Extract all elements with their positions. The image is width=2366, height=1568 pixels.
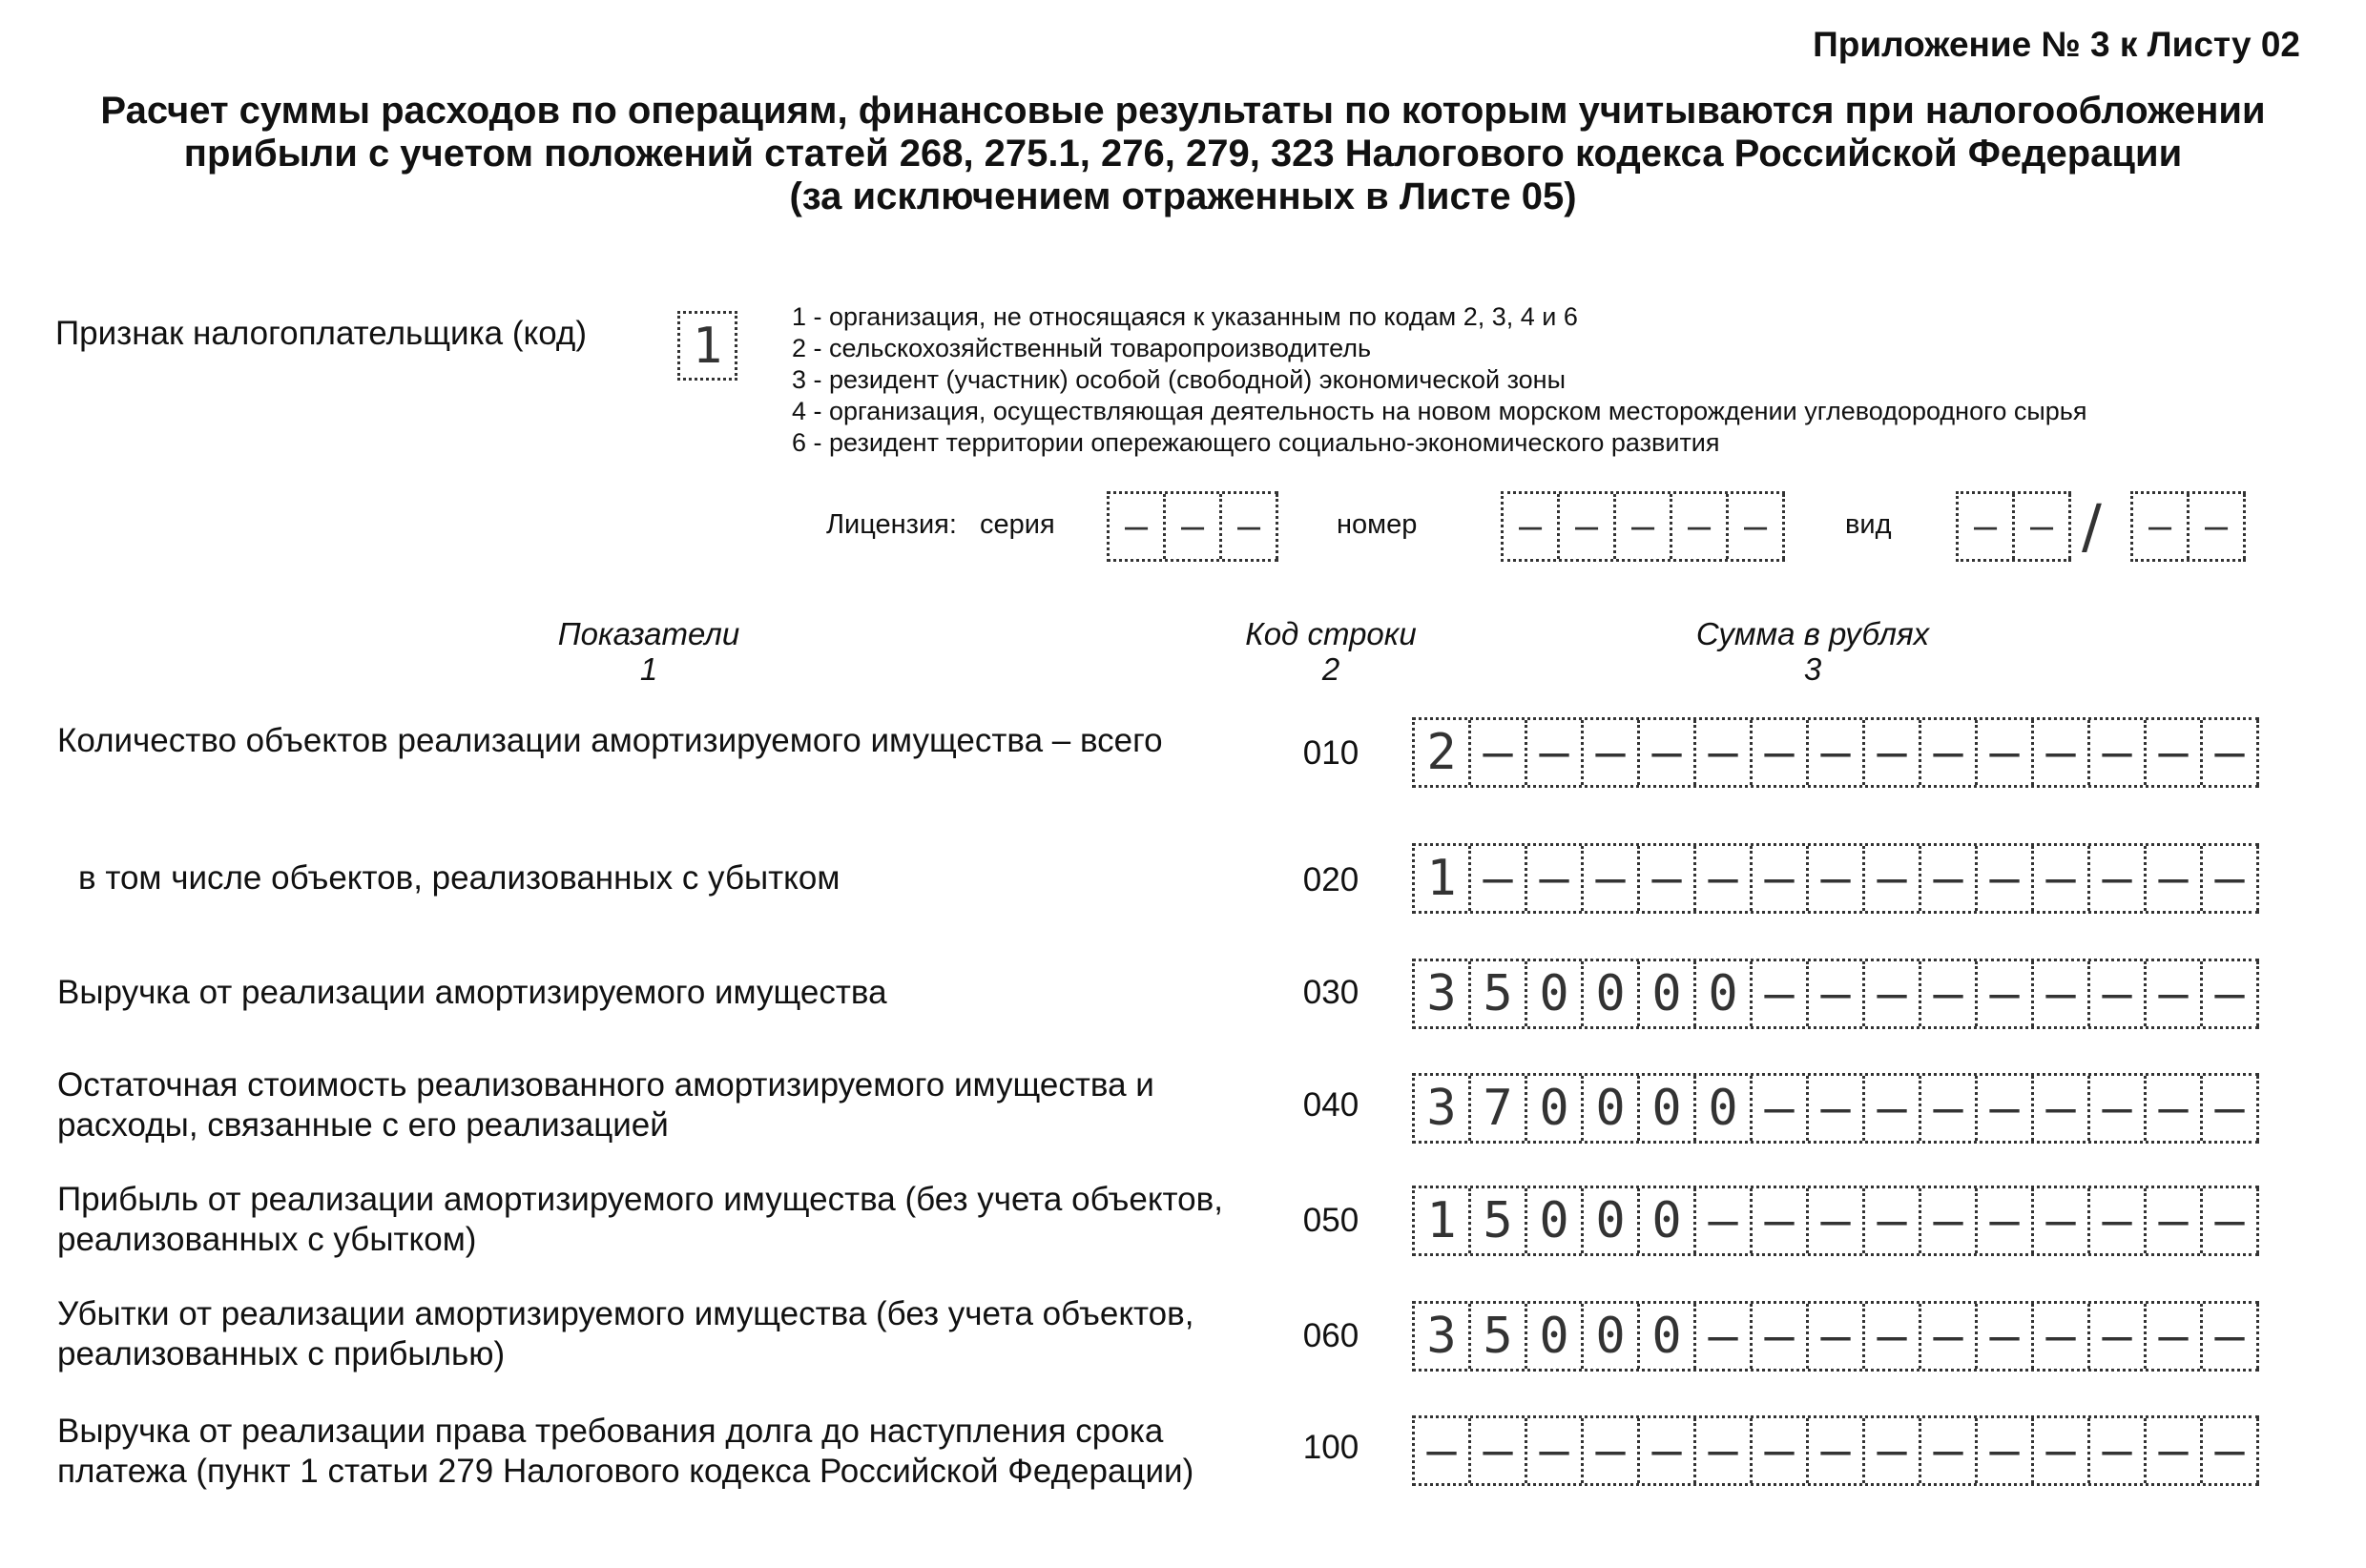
digit-cell: – [1696, 1188, 1753, 1253]
digit-cell: – [2090, 1076, 2147, 1141]
digit-cell: – [2034, 1304, 2090, 1369]
row-code: 100 [1302, 1429, 1359, 1466]
digit-cell: 1 [1415, 1188, 1471, 1253]
digit-cell: 3 [1415, 1304, 1471, 1369]
column-number: 1 [639, 651, 658, 687]
row-code: 030 [1302, 974, 1359, 1011]
row-sum-field-100[interactable] [1412, 1415, 2259, 1486]
digit-cell: – [1921, 961, 1978, 1026]
digit-cell: 0 [1527, 1304, 1584, 1369]
digit-cell: – [1978, 1076, 2034, 1141]
digit-cell: – [2203, 1076, 2259, 1141]
digit-cell: – [2034, 1418, 2090, 1483]
digit-cell: – [2090, 1304, 2147, 1369]
code-option: 4 - организация, осуществляющая деятельность на новом морском месторождении углеводородного сырья [792, 397, 2087, 425]
digit-cell: – [1921, 846, 1978, 911]
digit-cell: – [2090, 846, 2147, 911]
row-code: 020 [1302, 861, 1359, 898]
digit-cell: 0 [1640, 1188, 1696, 1253]
row-sum-field-050[interactable] [1412, 1186, 2259, 1256]
digit-cell: – [2203, 846, 2259, 911]
row-label: Выручка от реализации амортизируемого имущества [57, 974, 887, 1011]
digit-cell: – [2090, 1188, 2147, 1253]
digit-cell: – [1921, 720, 1978, 785]
taxpayer-code-field[interactable]: 1 [677, 311, 737, 381]
digit-cell: – [1640, 720, 1696, 785]
digit-cell: – [2034, 846, 2090, 911]
taxpayer-code-legend [792, 301, 2086, 459]
digit-cell: 0 [1696, 961, 1753, 1026]
title-line: (за исключением отраженных в Листе 05) [789, 175, 1577, 217]
digit-cell: – [2203, 961, 2259, 1026]
digit-cell: – [1865, 1304, 1921, 1369]
digit-cell: – [1753, 1418, 1809, 1483]
digit-cell: – [1921, 1304, 1978, 1369]
cell: – [1959, 494, 2015, 559]
digit-cell: 3 [1415, 961, 1471, 1026]
digit-cell: – [1809, 1188, 1865, 1253]
license-type-field-right[interactable] [2130, 491, 2246, 562]
license-label: Лицензия: [826, 509, 957, 540]
license-series-field[interactable] [1107, 491, 1278, 562]
digit-cell: 0 [1640, 1076, 1696, 1141]
code-option: 3 - резидент (участник) особой (свободной) экономической зоны [792, 365, 1566, 394]
cell: – [2015, 494, 2071, 559]
digit-cell: 0 [1696, 1076, 1753, 1141]
digit-cell: – [2147, 846, 2203, 911]
digit-cell: – [1696, 1304, 1753, 1369]
digit-cell: – [1527, 1418, 1584, 1483]
digit-cell: 7 [1471, 1076, 1527, 1141]
digit-cell: 5 [1471, 961, 1527, 1026]
cell: – [1616, 494, 1672, 559]
code-option: 1 - организация, не относящаяся к указанным по кодам 2, 3, 4 и 6 [792, 302, 1578, 331]
digit-cell: 0 [1584, 1188, 1640, 1253]
digit-cell: – [2203, 720, 2259, 785]
digit-cell: – [1527, 720, 1584, 785]
digit-cell: – [1809, 961, 1865, 1026]
digit-cell: – [2147, 1304, 2203, 1369]
digit-cell: – [1696, 846, 1753, 911]
digit-cell: 0 [1584, 1304, 1640, 1369]
digit-cell: – [1527, 846, 1584, 911]
row-sum-field-060[interactable] [1412, 1301, 2259, 1372]
taxpayer-code-label: Признак налогоплательщика (код) [55, 315, 588, 352]
cell: – [1222, 494, 1278, 559]
digit-cell: – [2203, 1418, 2259, 1483]
digit-cell: 0 [1640, 1304, 1696, 1369]
license-type-field-left[interactable] [1956, 491, 2071, 562]
cell: – [1504, 494, 1560, 559]
digit-cell: – [1753, 720, 1809, 785]
column-header-code [1193, 616, 1469, 687]
license-type-separator: / [2082, 491, 2102, 561]
digit-cell: – [1978, 846, 2034, 911]
row-sum-field-010[interactable] [1412, 717, 2259, 788]
digit-cell: – [2090, 1418, 2147, 1483]
digit-cell: – [1921, 1076, 1978, 1141]
digit-cell: – [1978, 961, 2034, 1026]
row-label: в том числе объектов, реализованных с убытком [78, 859, 841, 897]
digit-cell: – [1978, 1188, 2034, 1253]
column-title: Сумма в рублях [1695, 616, 1930, 651]
digit-cell: 0 [1527, 961, 1584, 1026]
cell: – [2133, 494, 2190, 559]
digit-cell: – [1865, 961, 1921, 1026]
column-number: 3 [1803, 651, 1822, 687]
license-type-label: вид [1845, 509, 1892, 540]
column-title: Код строки [1245, 616, 1417, 651]
digit-cell: – [1471, 1418, 1527, 1483]
cell: – [1166, 494, 1222, 559]
row-sum-field-030[interactable] [1412, 959, 2259, 1029]
digit-cell: – [1921, 1188, 1978, 1253]
digit-cell: – [1978, 1418, 2034, 1483]
digit-cell: – [1865, 846, 1921, 911]
row-code: 050 [1302, 1202, 1359, 1239]
digit-cell: – [1640, 1418, 1696, 1483]
cell: – [1729, 494, 1785, 559]
digit-cell: – [2203, 1304, 2259, 1369]
digit-cell: – [1471, 846, 1527, 911]
digit-cell: – [1809, 720, 1865, 785]
digit-cell: – [2147, 1188, 2203, 1253]
digit-cell: 0 [1640, 961, 1696, 1026]
digit-cell: – [2147, 720, 2203, 785]
digit-cell: – [1584, 846, 1640, 911]
title-line: прибыли с учетом положений статей 268, 275.1, 276, 279, 323 Налогового кодекса Российской Федерации [183, 133, 2183, 175]
digit-cell: – [1584, 720, 1640, 785]
digit-cell: 0 [1527, 1076, 1584, 1141]
digit-cell: – [1978, 720, 2034, 785]
code-option: 6 - резидент территории опережающего социально-экономического развития [792, 428, 1720, 457]
cell: – [1560, 494, 1616, 559]
row-label: Количество объектов реализации амортизируемого имущества – всего [57, 722, 1163, 759]
digit-cell: 5 [1471, 1188, 1527, 1253]
digit-cell: 3 [1415, 1076, 1471, 1141]
digit-cell: – [1809, 1076, 1865, 1141]
digit-cell: – [1809, 1304, 1865, 1369]
digit-cell: – [1471, 720, 1527, 785]
cell: – [2190, 494, 2246, 559]
digit-cell: – [1809, 1418, 1865, 1483]
digit-cell: – [1809, 846, 1865, 911]
digit-cell: – [2034, 720, 2090, 785]
digit-cell: 2 [1415, 720, 1471, 785]
digit-cell: 0 [1584, 1076, 1640, 1141]
digit-cell: – [1753, 1076, 1809, 1141]
row-sum-field-020[interactable] [1412, 843, 2259, 914]
digit-cell: – [1865, 720, 1921, 785]
digit-cell: – [1753, 846, 1809, 911]
row-sum-field-040[interactable] [1412, 1073, 2259, 1144]
cell: – [1672, 494, 1729, 559]
digit-cell: – [1865, 1188, 1921, 1253]
digit-cell: – [2147, 1076, 2203, 1141]
column-header-indicators [458, 616, 840, 687]
digit-cell: – [1921, 1418, 1978, 1483]
code-option: 2 - сельскохозяйственный товаропроизводитель [792, 334, 1372, 362]
row-code: 060 [1302, 1317, 1359, 1354]
appendix-label: Приложение № 3 к Листу 02 [1813, 25, 2300, 64]
digit-cell: – [2034, 961, 2090, 1026]
digit-cell: – [1415, 1418, 1471, 1483]
digit-cell: – [1753, 1188, 1809, 1253]
digit-cell: – [1753, 1304, 1809, 1369]
column-number: 2 [1321, 651, 1340, 687]
digit-cell: 0 [1584, 961, 1640, 1026]
license-number-label: номер [1337, 509, 1418, 540]
column-title: Показатели [557, 616, 740, 651]
row-label: Выручка от реализации права требования долга до наступления срока платежа (пункт 1 статьи 279 Налогового кодекса Российской Федерации) [57, 1413, 1194, 1490]
digit-cell: – [2203, 1188, 2259, 1253]
form-title [0, 90, 2366, 218]
digit-cell: – [1696, 1418, 1753, 1483]
digit-cell: 1 [1415, 846, 1471, 911]
digit-cell: 5 [1471, 1304, 1527, 1369]
digit-cell: – [1584, 1418, 1640, 1483]
digit-cell: – [2147, 1418, 2203, 1483]
row-code: 010 [1302, 734, 1359, 772]
digit-cell: – [1696, 720, 1753, 785]
row-label: Прибыль от реализации амортизируемого имущества (без учета объектов, реализованных с убытком) [57, 1181, 1223, 1258]
row-code: 040 [1302, 1086, 1359, 1124]
title-line: Расчет суммы расходов по операциям, финансовые результаты по которым учитываются при налогообложении [100, 90, 2266, 132]
license-series-label: серия [980, 509, 1055, 540]
digit-cell: 0 [1527, 1188, 1584, 1253]
column-header-sum [1622, 616, 2003, 687]
row-label: Остаточная стоимость реализованного амортизируемого имущества и расходы, связанные с его реализацией [57, 1066, 1154, 1144]
digit-cell: – [1865, 1418, 1921, 1483]
digit-cell: – [1753, 961, 1809, 1026]
cell: – [1110, 494, 1166, 559]
digit-cell: – [1865, 1076, 1921, 1141]
digit-cell: – [2147, 961, 2203, 1026]
digit-cell: – [2090, 720, 2147, 785]
license-number-field[interactable] [1501, 491, 1785, 562]
digit-cell: – [2034, 1076, 2090, 1141]
digit-cell: – [1640, 846, 1696, 911]
digit-cell: – [2090, 961, 2147, 1026]
digit-cell: – [2034, 1188, 2090, 1253]
row-label: Убытки от реализации амортизируемого имущества (без учета объектов, реализованных с прибылью) [57, 1295, 1194, 1372]
digit-cell: – [1978, 1304, 2034, 1369]
